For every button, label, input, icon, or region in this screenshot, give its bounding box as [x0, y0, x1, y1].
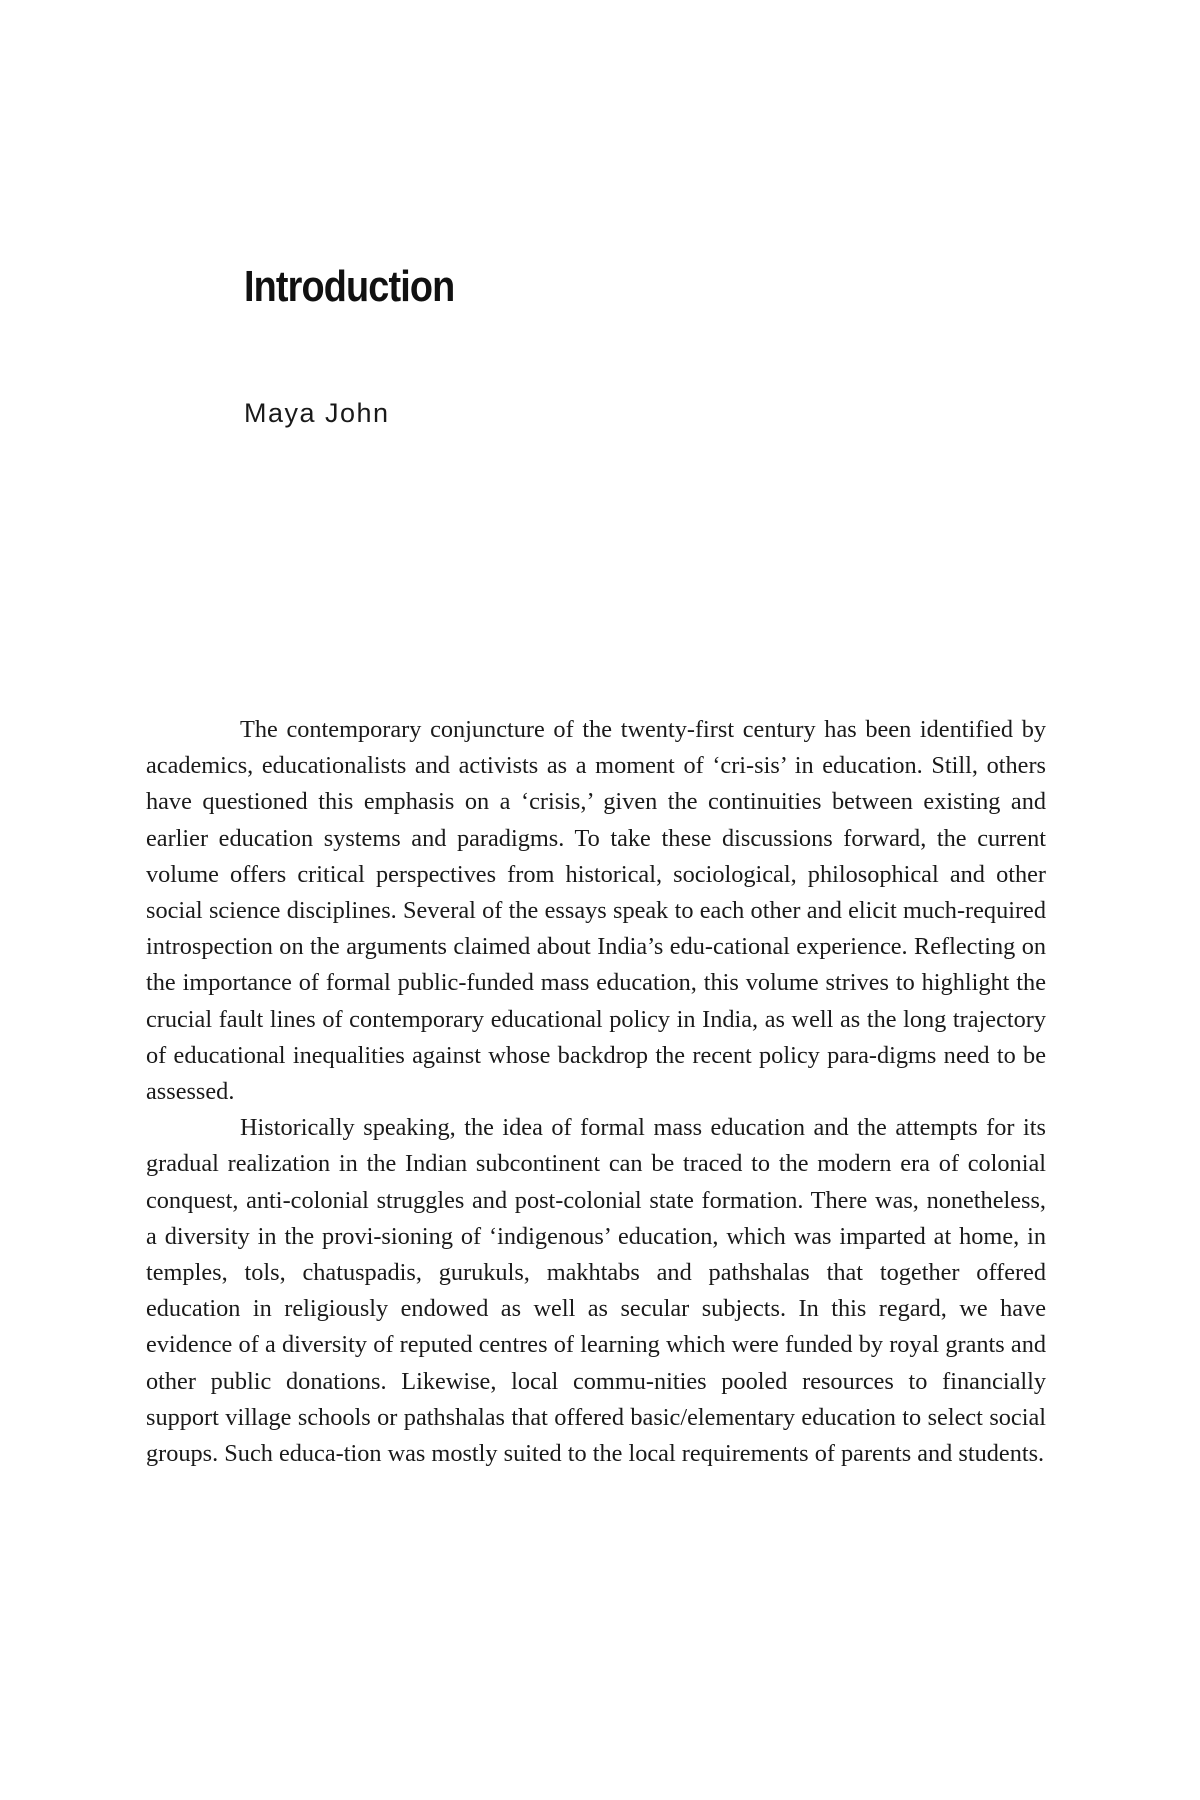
paragraph: The contemporary conjuncture of the twenty-first century has been identified by academics, educationalists and activists as a moment of ‘cri-sis’ in education. Still, others have questioned this emphasis on a ‘crisis,’ given the continuities between existing and earlier education systems and paradigms. To take these discussions forward, the current volume offers critical perspectives from historical, sociological, philosophical and other social science disciplines. Several of the essays speak to each other and elicit much-required introspection on the arguments claimed about India’s edu-cational experience. Reflecting on the importance of formal public-funded mass education, this volume strives to highlight the crucial fault lines of contemporary educational policy in India, as well as the long trajectory of educational inequalities against whose backdrop the recent policy para-digms need to be assessed.: [146, 716, 1046, 1106]
body-text: [146, 712, 1046, 1472]
chapter-title: Introduction: [244, 262, 455, 311]
chapter-author: Maya John: [244, 398, 390, 428]
paragraph: Historically speaking, the idea of formal mass education and the attempts for its gradual realization in the Indian subcontinent can be traced to the modern era of colonial conquest, anti-colonial struggles and post-colonial state formation. There was, nonetheless, a diversity in the provi-sioning of ‘indigenous’ education, which was imparted at home, in temples, tols, chatuspadis, gurukuls, makhtabs and pathshalas that together offered education in religiously endowed as well as secular subjects. In this regard, we have evidence of a diversity of reputed centres of learning which were funded by royal grants and other public donations. Likewise, local commu-nities pooled resources to financially support village schools or pathshalas that offered basic/elementary education to select social groups. Such educa-tion was mostly suited to the local requirements of parents and students.: [146, 1114, 1046, 1468]
